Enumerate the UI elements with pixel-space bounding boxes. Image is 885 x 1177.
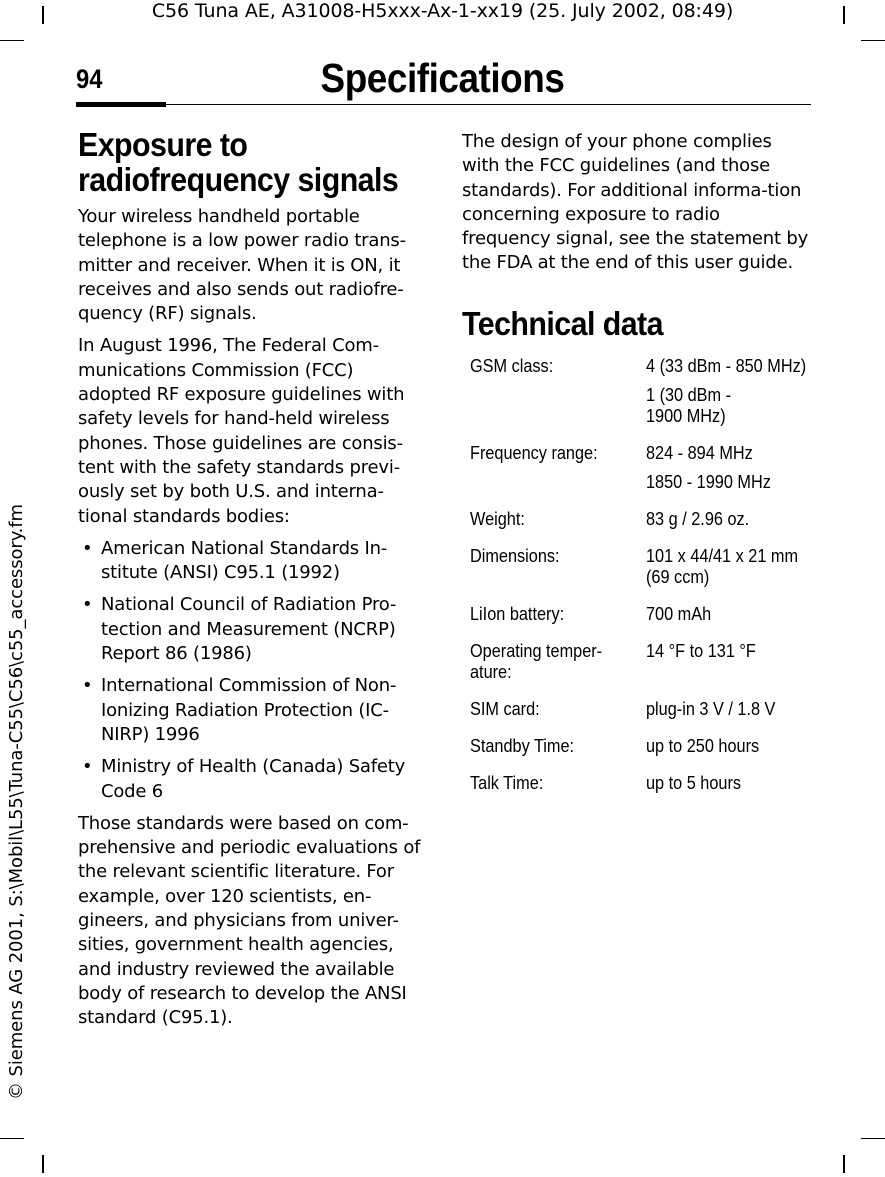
table-row: [470, 735, 836, 772]
bullet-icon: •: [82, 537, 93, 559]
table-row: [470, 698, 836, 735]
spec-value: plug-in 3 V / 1.8 V: [646, 697, 776, 719]
spec-value: 101 x 44/41 x 21 mm (69 ccm): [646, 544, 799, 587]
header-rule-accent: [76, 102, 166, 107]
spec-value: 824 - 894 MHz: [646, 441, 753, 463]
crop-mark: [42, 1155, 44, 1173]
spec-label: Weight:: [470, 507, 525, 529]
copyright-side-text: © Siemens AG 2001, S:\Mobil\L55\Tuna-C55\C56\c55_accessory.fm: [6, 504, 27, 1100]
spec-value: up to 250 hours: [646, 734, 760, 756]
table-row: [470, 772, 836, 809]
crop-mark: [0, 1138, 24, 1139]
spec-value: 83 g / 2.96 oz.: [646, 507, 750, 529]
crop-mark: [861, 1138, 885, 1139]
exposure-paragraph: The design of your phone complies with the FCC guidelines (and those standards). For additional informa-tion concerning exposure to radio frequency signal, see the statement by the FDA at the end of this user guide.: [462, 131, 809, 274]
bullet-icon: •: [82, 594, 93, 616]
list-item: • Ministry of Health (Canada) Safety Code 6: [82, 756, 406, 802]
crop-mark: [0, 40, 24, 41]
spec-label: Dimensions:: [470, 544, 560, 566]
file-info-header: C56 Tuna AE, A31008-H5xxx-Ax-1-xx19 (25. July 2002, 08:49): [151, 0, 734, 22]
bullet-icon: •: [82, 756, 93, 778]
spec-table: [470, 355, 836, 809]
spec-value: 14 °F to 131 °F: [646, 639, 756, 661]
table-row: [470, 603, 836, 640]
exposure-heading: Exposure to radiofrequency signals: [78, 126, 399, 198]
spec-label: Talk Time:: [470, 771, 544, 793]
table-row: [470, 442, 836, 508]
exposure-paragraph: In August 1996, The Federal Com-munications Commission (FCC) adopted RF exposure guidelines with safety levels for hand-held wireless phones. Those guidelines are consis-tent with the safety standards previ-ously set by both U.S. and interna-tional standards bodies:: [78, 335, 405, 527]
spec-label: Operating temper-ature:: [470, 639, 603, 682]
page-number: 94: [76, 64, 103, 94]
table-row: [470, 545, 836, 603]
crop-mark: [843, 1155, 845, 1173]
spec-label: Standby Time:: [470, 734, 575, 756]
page-title: Specifications: [320, 55, 565, 101]
spec-label: SIM card:: [470, 697, 540, 719]
list-item: • American National Standards In-stitute (ANSI) C95.1 (1992): [82, 537, 388, 584]
right-column: [462, 130, 812, 809]
spec-label: LiIon battery:: [470, 602, 565, 624]
table-row: [470, 640, 836, 698]
list-item: • International Commission of Non-Ionizing Radiation Protection (IC-NIRP) 1996: [82, 675, 397, 745]
table-row: [470, 355, 836, 442]
spec-label: GSM class:: [470, 354, 554, 376]
spec-value: 4 (33 dBm - 850 MHz): [646, 354, 807, 376]
spec-value: up to 5 hours: [646, 771, 742, 793]
spec-value: 1 (30 dBm - 1900 MHz): [646, 383, 732, 426]
technical-data-heading: Technical data: [462, 304, 663, 342]
list-item: • National Council of Radiation Pro-tection and Measurement (NCRP) Report 86 (1986): [82, 594, 397, 665]
crop-mark: [861, 40, 885, 41]
spec-value: 700 mAh: [646, 602, 712, 624]
table-row: [470, 508, 836, 545]
standards-list: [78, 537, 428, 804]
exposure-paragraph: Those standards were based on com-prehensive and periodic evaluations of the relevant scientific literature. For example, over 120 scientists, en-gineers, and physicians from univer-sities, government health agencies, and industry reviewed the available body of research to develop the ANSI standard (C95.1).: [78, 812, 421, 1029]
left-column: [78, 127, 428, 1039]
header-rule: [76, 104, 811, 105]
spec-value: 1850 - 1990 MHz: [646, 470, 771, 492]
bullet-icon: •: [82, 675, 93, 697]
exposure-paragraph: Your wireless handheld portable telephone is a low power radio trans-mitter and receiver. When it is ON, it receives and also sends out radiofre-quency (RF) signals.: [78, 206, 406, 325]
spec-label: Frequency range:: [470, 441, 598, 463]
